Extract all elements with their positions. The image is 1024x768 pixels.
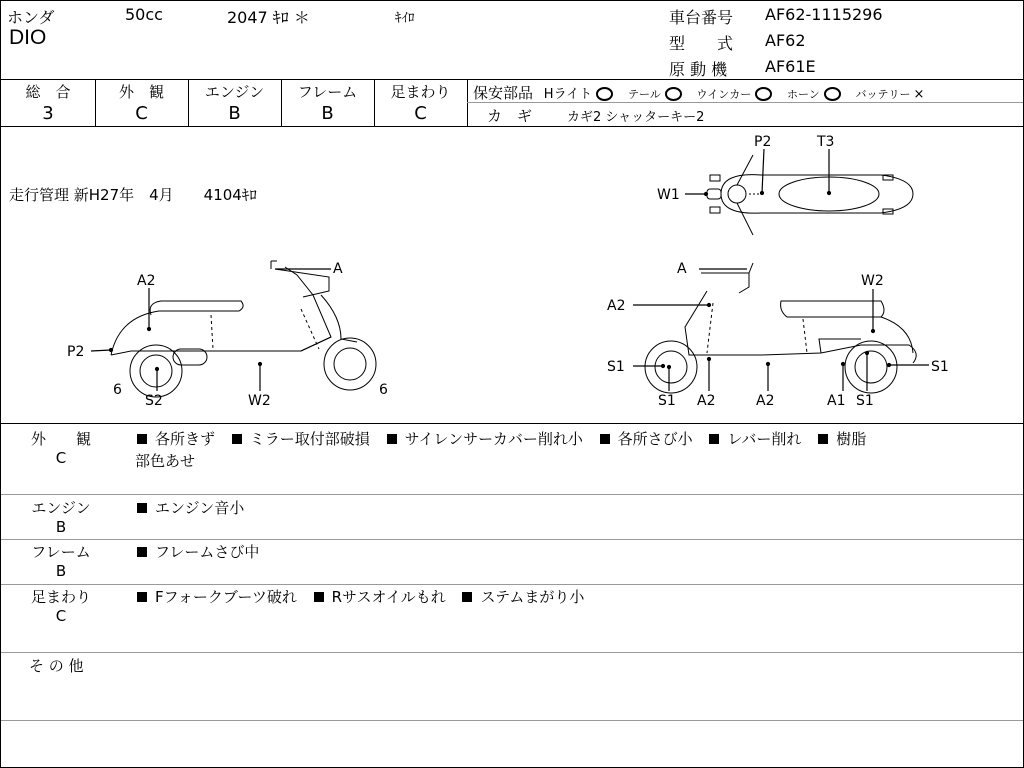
safety-label: 保安部品: [473, 84, 534, 102]
bullet-icon: [137, 503, 147, 513]
type-label: 型 式: [669, 34, 734, 53]
score-label: 足まわり: [390, 83, 451, 101]
divider: [467, 102, 1023, 103]
divider: [1, 720, 1023, 721]
damage-diagram: [1, 127, 1023, 423]
bullet-icon: [600, 434, 610, 444]
divider: [1, 652, 1023, 653]
battery-label: バッテリー: [855, 88, 911, 101]
score-engine: [188, 81, 281, 124]
winker-label: ウインカー: [696, 88, 752, 101]
frame-heading: [21, 541, 101, 580]
maker-name: ホンダ: [7, 8, 55, 27]
score-value: C: [135, 103, 148, 124]
row-label: 足まわり: [30, 588, 91, 606]
bullet-icon: [462, 592, 472, 602]
mileage: 2047 ｷﾛ ＊: [227, 8, 310, 27]
score-frame: [281, 81, 374, 124]
label-s1: S1: [931, 359, 949, 375]
bullet-icon: [387, 434, 397, 444]
divider: [1, 423, 1023, 424]
engine-value: AF61E: [765, 57, 816, 76]
label-a2: A2: [137, 273, 156, 289]
bullet-icon: [137, 547, 147, 557]
running-history: 走行管理 新H27年 4月 4104ｷﾛ: [9, 186, 257, 204]
frame-no-label: 車台番号: [669, 8, 734, 27]
note-item: 各所きず: [155, 430, 216, 448]
ok-circle-icon: [824, 87, 841, 101]
row-label: フレーム: [31, 543, 91, 561]
engine-label: 原 動 機: [669, 60, 728, 79]
label-s1: S1: [856, 393, 874, 409]
headlight-label: Hライト: [543, 87, 593, 102]
label-w2: W2: [861, 273, 884, 289]
note-continuation: 部色あせ: [135, 452, 196, 470]
engine-notes: [135, 497, 254, 519]
note-item: 各所さび小: [617, 430, 693, 448]
frame-notes: [135, 541, 269, 563]
note-item: 樹脂: [836, 430, 867, 448]
top-view-scooter: [707, 155, 913, 235]
note-item: ミラー取付部破損: [249, 430, 370, 448]
frame-no: AF62-1115296: [765, 5, 883, 24]
score-label: 外 観: [118, 83, 164, 101]
label-a2: A2: [607, 298, 626, 314]
suspension-notes: [135, 586, 594, 608]
model-name: DIO: [9, 26, 47, 49]
appearance-heading: [21, 428, 101, 467]
label-t3: T3: [817, 134, 835, 150]
engine-heading: [21, 497, 101, 536]
score-value: B: [321, 103, 334, 124]
note-item: レバー削れ: [727, 430, 802, 448]
divider: [1, 584, 1023, 585]
ok-circle-icon: [665, 87, 682, 101]
row-grade: C: [55, 607, 67, 625]
score-label: 総 合: [25, 83, 71, 101]
note-item: Fフォークブーツ破れ: [155, 588, 297, 606]
key-info: カギ2 シャッターキー2: [567, 110, 705, 125]
type-value: AF62: [765, 31, 806, 50]
note-item: フレームさび中: [155, 543, 260, 561]
score-overall: [1, 81, 95, 124]
ok-circle-icon: [596, 87, 613, 101]
label-p2: P2: [67, 344, 85, 360]
score-label: フレーム: [297, 83, 358, 101]
divider: [1, 539, 1023, 540]
label-w1: W1: [657, 187, 680, 203]
other-label: そ の 他: [29, 657, 84, 675]
label-6: 6: [379, 382, 388, 398]
label-a: A: [333, 261, 343, 277]
label-p2: P2: [754, 134, 772, 150]
row-grade: C: [55, 449, 67, 467]
note-item: Rサスオイルもれ: [331, 588, 446, 606]
label-w2: W2: [248, 393, 271, 409]
label-a2: A2: [697, 393, 716, 409]
bullet-icon: [137, 434, 147, 444]
score-value: C: [414, 103, 427, 124]
label-a: A: [677, 261, 687, 277]
label-s2: S2: [145, 393, 163, 409]
mileage-unit: ｷｲﾛ: [395, 11, 415, 26]
ok-circle-icon: [755, 87, 772, 101]
score-appearance: [95, 81, 188, 124]
note-item: ステムまがり小: [480, 588, 585, 606]
bullet-icon: [818, 434, 828, 444]
score-value: B: [228, 103, 241, 124]
appearance-notes: [135, 428, 1015, 472]
bullet-icon: [314, 592, 324, 602]
bullet-icon: [709, 434, 719, 444]
label-6: 6: [113, 382, 122, 398]
label-s1: S1: [607, 359, 625, 375]
score-label: エンジン: [204, 83, 265, 101]
divider: [1, 494, 1023, 495]
safety-parts: [473, 82, 924, 103]
bullet-icon: [232, 434, 242, 444]
score-value: 3: [42, 103, 54, 124]
bullet-icon: [137, 592, 147, 602]
row-label: エンジン: [31, 499, 91, 517]
displacement: 50cc: [125, 5, 163, 24]
cross-mark-icon: ×: [913, 87, 925, 102]
note-item: エンジン音小: [155, 499, 245, 517]
note-item: サイレンサーカバー削れ小: [404, 430, 583, 448]
score-suspension: [374, 81, 467, 124]
row-label: 外 観: [30, 430, 91, 448]
label-s1: S1: [658, 393, 676, 409]
row-grade: B: [55, 518, 67, 536]
row-grade: B: [55, 562, 67, 580]
suspension-heading: [21, 586, 101, 625]
tail-label: テール: [627, 88, 661, 101]
key-label: カ ギ: [487, 107, 533, 125]
horn-label: ホーン: [786, 88, 820, 101]
label-a2: A2: [756, 393, 775, 409]
label-a1: A1: [827, 393, 846, 409]
divider: [1, 79, 1023, 80]
